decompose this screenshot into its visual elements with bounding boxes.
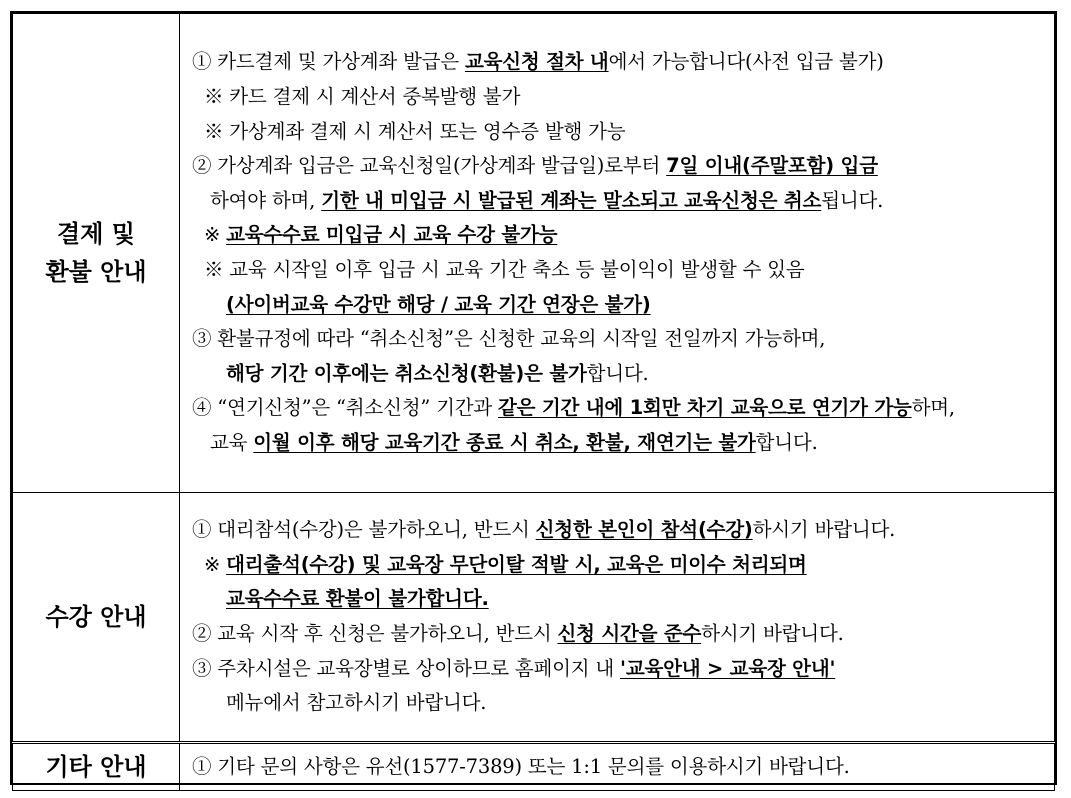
payment-item-3-cont: 해당 기간 이후에는 취소신청(환불)은 불가합니다.	[226, 361, 649, 385]
attend-note-proxy-cont: 교육수수료 환불이 불가합니다.	[226, 587, 489, 611]
attendance-content	[180, 493, 1055, 743]
attend-item-1: ① 대리참석(수강)은 불가하오니, 반드시 신청한 본인이 참석(수강)하시기 바랍니다.	[192, 518, 896, 542]
payment-item-4-cont: 교육 이월 이후 해당 교육기간 종료 시 취소, 환불, 재연기는 불가합니다.	[210, 430, 818, 454]
attend-item-3: ③ 주차시설은 교육장별로 상이하므로 홈페이지 내 '교육안내 > 교육장 안내'	[192, 656, 836, 680]
attendance-heading: 수강 안내	[13, 493, 180, 743]
payment-item-2: ② 가상계좌 입금은 교육신청일(가상계좌 발급일)로부터 7일 이내(주말포함) 입금	[192, 154, 878, 178]
attend-note-proxy: ※ 대리출석(수강) 및 교육장 무단이탈 적발 시, 교육은 미이수 처리되며	[204, 552, 807, 576]
payment-item-1: ① 카드결제 및 가상계좌 발급은 교육신청 절차 내에서 가능합니다(사전 입금 불가)	[192, 50, 884, 74]
payment-note-late: ※ 교육 시작일 이후 입금 시 교육 기간 축소 등 불이익이 발생할 수 있음	[204, 258, 805, 281]
payment-item-3: ③ 환불규정에 따라 “취소신청”은 신청한 교육의 시작일 전일까지 가능하며,	[192, 327, 826, 351]
payment-refund-section	[13, 14, 1055, 493]
other-content	[180, 743, 1055, 791]
other-heading: 기타 안내	[13, 743, 180, 791]
payment-item-4: ④ “연기신청”은 “취소신청” 기간과 같은 기간 내에 1회만 차기 교육으로 연기가 가능하며,	[192, 396, 955, 420]
other-section	[13, 743, 1055, 791]
attendance-section	[13, 493, 1055, 743]
heading-line: 환불 안내	[45, 258, 147, 286]
payment-note-unpaid: ※ 교육수수료 미입금 시 교육 수강 불가능	[204, 223, 558, 247]
notice-table-frame	[10, 11, 1057, 785]
payment-refund-heading	[13, 14, 180, 493]
payment-note-vaccount: ※ 가상계좌 결제 시 계산서 또는 영수증 발행 가능	[204, 119, 626, 143]
attend-item-3-cont: 메뉴에서 참고하시기 바랍니다.	[226, 691, 487, 715]
notice-table	[12, 13, 1055, 791]
attend-item-2: ② 교육 시작 후 신청은 불가하오니, 반드시 신청 시간을 준수하시기 바랍니다.	[192, 622, 844, 645]
payment-note-cyber: (사이버교육 수강만 해당 / 교육 기간 연장은 불가)	[226, 292, 651, 316]
payment-note-card: ※ 카드 결제 시 계산서 중복발행 불가	[204, 85, 521, 109]
other-item-1: ① 기타 문의 사항은 유선(1577-7389) 또는 1:1 문의를 이용하시기 바랍니다.	[192, 754, 850, 778]
payment-item-2-cont: 하여야 하며, 기한 내 미입금 시 발급된 계좌는 말소되고 교육신청은 취소됩니다.	[210, 188, 884, 212]
heading-line: 결제 및	[57, 220, 135, 248]
payment-refund-content	[180, 14, 1055, 493]
